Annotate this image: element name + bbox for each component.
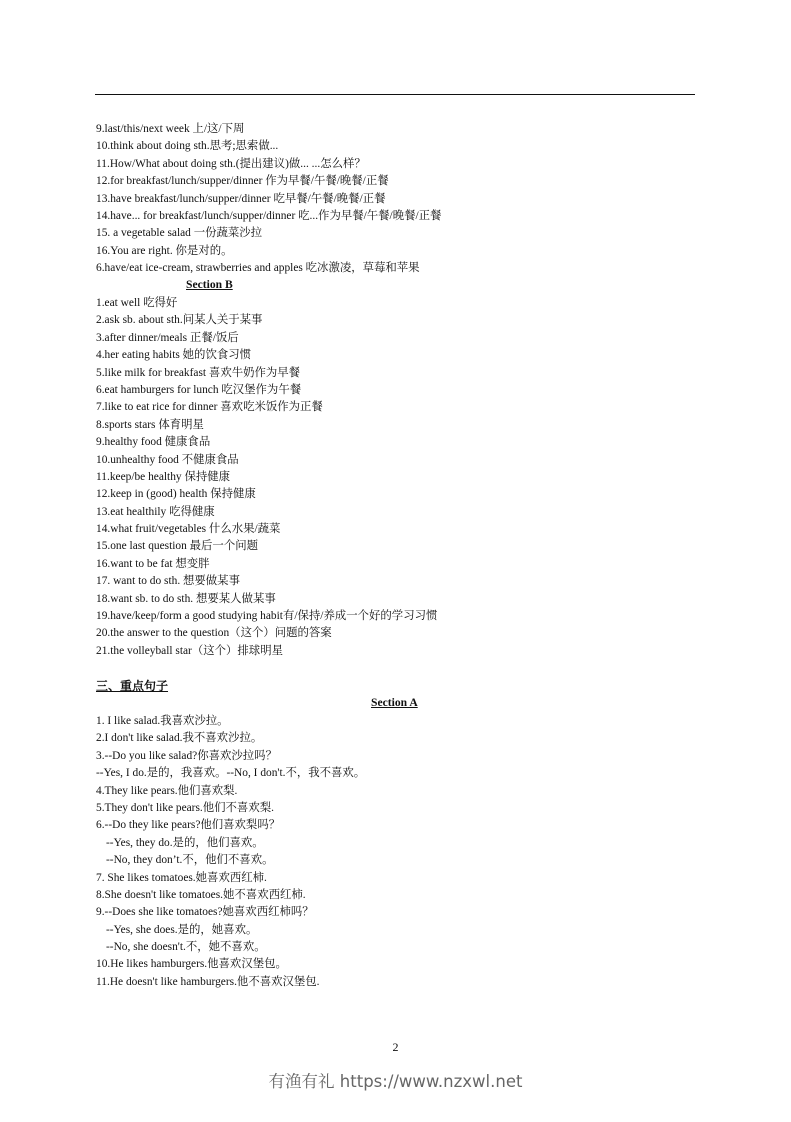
list-item: 3.after dinner/meals 正餐/饭后: [96, 331, 239, 344]
list-item: 10.He likes hamburgers.他喜欢汉堡包。: [96, 958, 287, 971]
list-item: 1.eat well 吃得好: [96, 297, 178, 309]
list-item: 12.for breakfast/lunch/supper/dinner 作为早餐/午餐/晚餐/正餐: [96, 175, 389, 188]
list-item: 20.the answer to the question（这个）问题的答案: [96, 627, 332, 640]
list-item: --Yes, they do.是的，他们喜欢。: [106, 836, 264, 849]
list-item: 2.I don't like salad.我不喜欢沙拉。: [96, 732, 263, 745]
list-item: 21.the volleyball star（这个）排球明星: [96, 644, 283, 657]
list-item: 11.keep/be healthy 保持健康: [96, 470, 231, 483]
section-a-title: Section A: [371, 696, 418, 709]
list-item: 10.think about doing sth.思考;思索做...: [96, 140, 279, 153]
list-item: 16.You are right. 你是对的。: [96, 244, 233, 257]
list-item: 19.have/keep/form a good studying habit有/保持/养成一个好的学习习惯: [96, 610, 438, 623]
list-item: --No, she doesn't.不，她不喜欢。: [106, 941, 266, 954]
page-number: 2: [392, 1040, 399, 1054]
list-item: --No, they don’t.不，他们不喜欢。: [106, 854, 274, 867]
list-item: 14.have... for breakfast/lunch/supper/dinner 吃...作为早餐/午餐/晚餐/正餐: [96, 209, 442, 222]
list-item: 5.like milk for breakfast 喜欢牛奶作为早餐: [96, 366, 301, 379]
list-item: 8.sports stars 体育明星: [96, 418, 204, 431]
list-item: 6.--Do they like pears?他们喜欢梨吗？: [96, 819, 281, 832]
key-sentences-heading: 三、重点句子: [96, 679, 169, 693]
list-item: 4.her eating habits 她的饮食习惯: [96, 349, 252, 362]
watermark-link[interactable]: 有渔有礼 https://www.nzxwl.net: [268, 1072, 523, 1091]
list-item: 13.eat healthily 吃得健康: [96, 505, 215, 518]
list-item: 6.eat hamburgers for lunch 吃汉堡作为午餐: [96, 383, 302, 396]
list-item: 5.They don't like pears.他们不喜欢梨.: [96, 801, 274, 814]
phrase-list-part1: [96, 121, 441, 278]
list-item: 12.keep in (good) health 保持健康: [96, 488, 256, 501]
list-item: 1. I like salad.我喜欢沙拉。: [96, 715, 229, 727]
list-item: 8.She doesn't like tomatoes.她不喜欢西红柿.: [96, 888, 306, 901]
list-item: 18.want sb. to do sth. 想要某人做某事: [96, 592, 276, 605]
list-item: 14.what fruit/vegetables 什么水果/蔬菜: [96, 523, 281, 536]
list-item: 9.last/this/next week 上/这/下周: [96, 123, 245, 135]
list-item: 9.healthy food 健康食品: [96, 436, 211, 449]
list-item: 15.one last question 最后一个问题: [96, 540, 258, 553]
section-b-title: Section B: [186, 278, 233, 291]
list-item: 11.He doesn't like hamburgers.他不喜欢汉堡包.: [96, 975, 320, 988]
list-item: 16.want to be fat 想变胖: [96, 557, 210, 570]
list-item: 6.have/eat ice-cream, strawberries and apples 吃冰激凌，草莓和苹果: [96, 262, 420, 275]
list-item: 15. a vegetable salad 一份蔬菜沙拉: [96, 227, 263, 240]
list-item: 17. want to do sth. 想要做某事: [96, 575, 240, 588]
list-item: 2.ask sb. about sth.问某人关于某事: [96, 314, 263, 327]
list-item: 4.They like pears.他们喜欢梨.: [96, 784, 238, 797]
list-item: 3.--Do you like salad?你喜欢沙拉吗？: [96, 749, 277, 762]
list-item: --Yes, I do.是的，我喜欢。--No, I don't.不，我不喜欢。: [96, 767, 366, 780]
header-rule: [95, 94, 695, 95]
section-b-phrase-list: [96, 295, 437, 660]
list-item: 9.--Does she like tomatoes?她喜欢西红柿吗？: [96, 906, 314, 919]
list-item: 10.unhealthy food 不健康食品: [96, 453, 239, 466]
list-item: 13.have breakfast/lunch/supper/dinner 吃早餐/午餐/晚餐/正餐: [96, 192, 386, 205]
list-item: 7. She likes tomatoes.她喜欢西红柿.: [96, 871, 267, 884]
list-item: 7.like to eat rice for dinner 喜欢吃米饭作为正餐: [96, 401, 323, 414]
section-a-sentence-list: [96, 713, 365, 991]
list-item: --Yes, she does.是的，她喜欢。: [106, 923, 258, 936]
list-item: 11.How/What about doing sth.(提出建议)做... ...怎么样？: [96, 157, 366, 170]
